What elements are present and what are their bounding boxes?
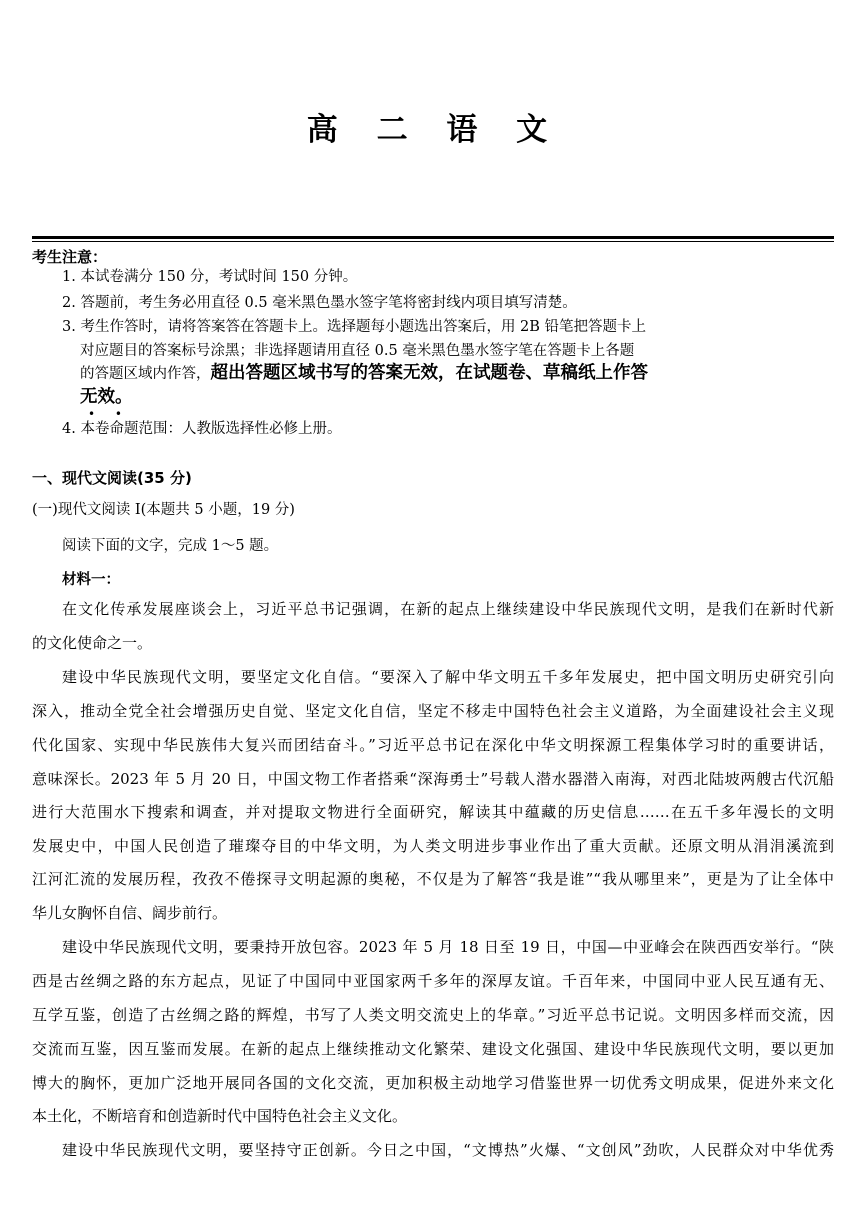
notice-item-3-line-2: 对应题目的答案标号涂黑；非选择题请用直径 0.5 毫米黑色墨水签字笔在答题卡上各题 <box>80 343 635 359</box>
emphasis-dots: • • <box>88 407 130 421</box>
passage-line: 在文化传承发展座谈会上，习近平总书记强调，在新的起点上继续建设中华民族现代文明，是我们在新时代新 <box>62 600 834 618</box>
notice-item-3-line-1: 3. 考生作答时，请将答案答在答题卡上。选择题每小题选出答案后，用 2B 铅笔把答题卡上 <box>62 319 647 335</box>
passage-line: 西是古丝绸之路的东方起点，见证了中国同中亚国家两千多年的深厚友谊。千百年来，中国同中亚人民互通有无、 <box>32 972 834 990</box>
notice-item-4: 4. 本卷命题范围：人教版选择性必修上册。 <box>62 421 342 437</box>
passage-line: 博大的胸怀，更加广泛地开展同各国的文化交流，更加积极主动地学习借鉴世界一切优秀文明成果，促进外来文化 <box>32 1074 834 1092</box>
notice-item-2: 2. 答题前，考生务必用直径 0.5 毫米黑色墨水签字笔将密封线内项目填写清楚。 <box>62 295 577 311</box>
passage-line: 进行大范围水下搜索和调查，并对提取文物进行全面研究，解读其中蕴藏的历史信息……在五千多年漫长的文明 <box>32 803 834 821</box>
material-label: 材料一： <box>62 571 120 588</box>
passage-line: 建设中华民族现代文明，要坚定文化自信。“要深入了解中华文明五千多年发展史，把中国文明历史研究引向 <box>62 668 834 686</box>
header-rule-thin <box>32 241 834 242</box>
passage-line: 发展史中，中国人民创造了璀璨夺目的中华文明，为人类文明进步事业作出了重大贡献。还原文明从涓涓溪流到 <box>32 837 834 855</box>
passage-line: 的文化使命之一。 <box>32 634 153 652</box>
reading-instruction: 阅读下面的文字，完成 1～5 题。 <box>62 538 279 554</box>
passage-line: 意味深长。2023 年 5 月 20 日，中国文物工作者搭乘“深海勇士”号载人潜水器潜入南海，对西北陆坡两艘古代沉船 <box>32 770 834 788</box>
passage-line: 建设中华民族现代文明，要坚持守正创新。今日之中国，“文博热”火爆、“文创风”劲吹，人民群众对中华优秀 <box>62 1141 834 1159</box>
notice-emphasis-text: 超出答题区域书写的答案无效，在试题卷、草稿纸上作答 <box>210 363 648 383</box>
passage-line: 本土化，不断培育和创造新时代中国特色社会主义文化。 <box>32 1107 408 1125</box>
passage-line: 交流而互鉴，因互鉴而发展。在新的起点上继续推动文化繁荣、建设文化强国、建设中华民族现代文明，要以更加 <box>32 1040 834 1058</box>
passage-line: 江河汇流的发展历程，孜孜不倦探寻文明起源的奥秘，不仅是为了解答“我是谁”“我从哪里来”，更是为了让全体中 <box>32 870 834 888</box>
section-heading: 一、现代文阅读(35 分) <box>32 469 192 487</box>
exam-title: 高 二 语 文 <box>306 112 562 148</box>
notice-item-3-line-3-text: 的答题区域内作答， <box>80 366 211 382</box>
passage-line: 代化国家、实现中华民族伟大复兴而团结奋斗。”习近平总书记在深化中华文明探源工程集体学习时的重要讲话， <box>32 736 834 754</box>
passage-line: 建设中华民族现代文明，要秉持开放包容。2023 年 5 月 18 日至 19 日，中国—中亚峰会在陕西西安举行。“陕 <box>62 938 834 956</box>
notice-item-3-line-3 <box>80 362 648 385</box>
subsection-heading: (一)现代文阅读 Ⅰ(本题共 5 小题，19 分) <box>32 502 295 518</box>
notice-emphasis-text-2: 无效。 <box>80 387 133 407</box>
header-rule-thick <box>32 236 834 239</box>
notice-item-1: 1. 本试卷满分 150 分，考试时间 150 分钟。 <box>62 269 358 285</box>
passage-line: 互学互鉴，创造了古丝绸之路的辉煌，书写了人类文明交流史上的华章。”习近平总书记说。文明因多样而交流，因 <box>32 1006 834 1024</box>
notice-heading: 考生注意： <box>32 248 108 266</box>
passage-line: 华儿女胸怀自信、阔步前行。 <box>32 904 228 922</box>
passage-line: 深入，推动全党全社会增强历史自觉、坚定文化自信，坚定不移走中国特色社会主义道路，为全面建设社会主义现 <box>32 702 834 720</box>
